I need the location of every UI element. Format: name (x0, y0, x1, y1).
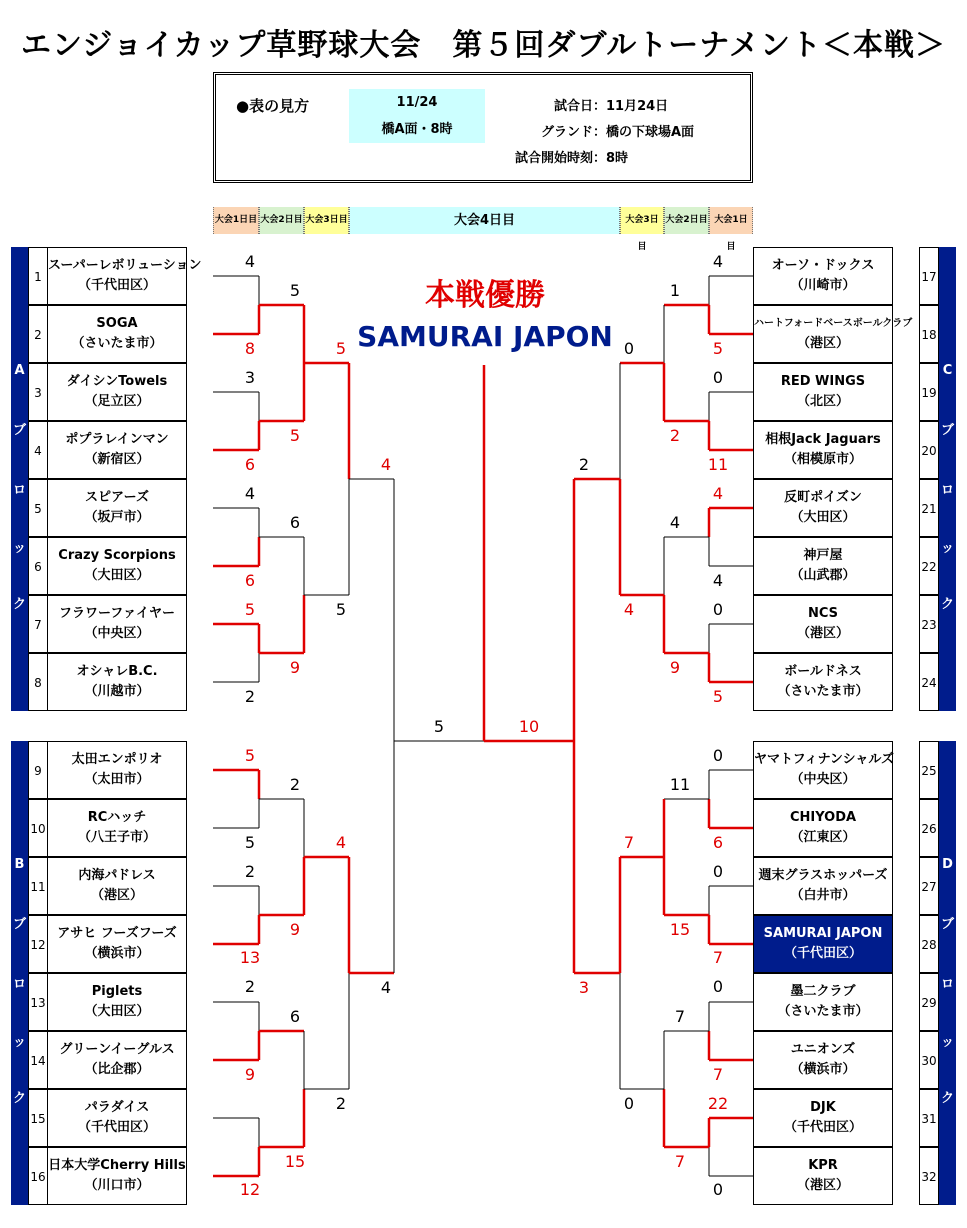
team-city: （坂戸市） (84, 510, 150, 525)
team-name: 日本大学Cherry Hills (48, 1158, 186, 1173)
score: 11 (669, 775, 691, 794)
score-winner: 9 (669, 658, 681, 677)
team-name: ヤマトフィナンシャルズ (754, 752, 894, 767)
team-name: フラワーファイヤー (58, 606, 176, 621)
score: 0 (623, 1094, 635, 1113)
score-winner: 10 (518, 717, 540, 736)
score: 4 (244, 252, 256, 271)
score: 0 (712, 862, 724, 881)
team-name: Piglets (91, 984, 143, 999)
team-number: 10 (28, 799, 48, 857)
team-name: NCS (807, 606, 839, 621)
score: 2 (244, 977, 256, 996)
team-city: （中央区） (84, 626, 150, 641)
day3-header-left: 大会3日目 (304, 207, 349, 234)
team-city: （大田区） (84, 1004, 150, 1019)
team-name: CHIYODA (789, 810, 857, 825)
team-number: 27 (919, 857, 939, 915)
team-name: Crazy Scorpions (58, 548, 176, 563)
score-winner: 5 (712, 339, 724, 358)
champion-box (340, 270, 630, 353)
team-number: 29 (919, 973, 939, 1031)
score: 2 (335, 1094, 347, 1113)
team-name: 内海パドレス (78, 868, 156, 883)
score: 5 (433, 717, 445, 736)
team-number: 17 (919, 247, 939, 305)
team-number: 14 (28, 1031, 48, 1089)
score: 2 (289, 775, 301, 794)
team-number: 25 (919, 741, 939, 799)
score: 7 (674, 1007, 686, 1026)
block-label-char: ッ (940, 541, 954, 556)
team-number: 9 (28, 741, 48, 799)
day3-header-right: 大会3日目 (620, 207, 664, 234)
team-city: （横浜市） (790, 1062, 856, 1077)
team-city: （川崎市） (790, 278, 856, 293)
block-label-char: ロ (12, 977, 26, 992)
score: 5 (244, 833, 256, 852)
team-number: 5 (28, 479, 48, 537)
team-city: （大田区） (84, 568, 150, 583)
team-number: 20 (919, 421, 939, 479)
team-name: スーパーレボリューション (48, 258, 202, 273)
team-name: 相根Jack Jaguars (765, 432, 881, 447)
score: 4 (712, 252, 724, 271)
score: 4 (380, 978, 392, 997)
team-name: オシャレB.C. (76, 664, 158, 679)
page-title: エンジョイカップ草野球大会 第５回ダブルトーナメント＜本戦＞ (20, 28, 947, 63)
team-number: 1 (28, 247, 48, 305)
score-winner: 15 (284, 1152, 306, 1171)
team-name: ハートフォードベースボールクラブ (754, 318, 913, 329)
team-city: （足立区） (84, 394, 150, 409)
block-label-char: ロ (940, 977, 954, 992)
team-name: 週末グラスホッパーズ (758, 868, 888, 883)
block-label-char: ブ (12, 917, 26, 932)
team-name: 太田エンポリオ (71, 752, 163, 767)
legend-heading: ●表の見方 (236, 97, 310, 115)
team-number: 15 (28, 1089, 48, 1147)
score-winner: 9 (244, 1065, 256, 1084)
team-city: （横浜市） (84, 946, 150, 961)
champion-heading: 本戦優勝 (425, 278, 545, 313)
team-number: 24 (919, 653, 939, 711)
block-label-char: ブ (940, 423, 954, 438)
team-city: （港区） (90, 888, 143, 903)
team-name: RCハッチ (87, 810, 147, 825)
block-label-char: B (14, 857, 25, 872)
score-winner: 22 (707, 1094, 729, 1113)
team-name: 反町ポイズン (784, 490, 862, 505)
score-winner: 8 (244, 339, 256, 358)
score-winner: 7 (712, 948, 724, 967)
team-city: （さいたま市） (777, 1004, 869, 1019)
team-name: KPR (808, 1158, 838, 1173)
score-winner: 4 (380, 455, 392, 474)
score: 4 (712, 571, 724, 590)
score-winner: 4 (623, 600, 635, 619)
team-name: 墨二クラブ (790, 984, 856, 999)
score-winner: 5 (244, 600, 256, 619)
score-winner: 6 (244, 455, 256, 474)
team-number: 11 (28, 857, 48, 915)
team-number: 19 (919, 363, 939, 421)
score: 2 (578, 455, 590, 474)
team-name: RED WINGS (780, 374, 866, 389)
team-number: 30 (919, 1031, 939, 1089)
team-city: （川越市） (84, 684, 150, 699)
team-name: ユニオンズ (790, 1042, 856, 1057)
team-name: ポプラレインマン (65, 432, 169, 447)
block-label-char: ッ (12, 541, 26, 556)
team-number: 31 (919, 1089, 939, 1147)
team-number: 18 (919, 305, 939, 363)
score: 1 (669, 281, 681, 300)
score-winner: 7 (712, 1065, 724, 1084)
team-number: 4 (28, 421, 48, 479)
team-city: （大田区） (790, 510, 856, 525)
score: 6 (289, 513, 301, 532)
score-winner: 6 (244, 571, 256, 590)
score-winner: 7 (623, 833, 635, 852)
legend-value: 橋の下球場A面 (606, 125, 695, 140)
score-winner: 2 (669, 426, 681, 445)
team-city: （千代田区） (77, 1120, 156, 1135)
score-winner: 9 (289, 920, 301, 939)
legend-example-field: 橋A面・8時 (381, 122, 453, 137)
team-name: SOGA (96, 316, 138, 331)
team-number: 28 (919, 915, 939, 973)
score: 2 (244, 862, 256, 881)
team-city: （八王子市） (77, 830, 156, 845)
score-winner: 15 (669, 920, 691, 939)
score-winner: 4 (335, 833, 347, 852)
score: 4 (669, 513, 681, 532)
team-number: 12 (28, 915, 48, 973)
legend-key: グランド： (540, 125, 606, 140)
team-city: （江東区） (790, 830, 856, 845)
score-winner: 4 (712, 484, 724, 503)
team-city: （相模原市） (783, 452, 862, 467)
team-name: ボールドネス (784, 664, 862, 679)
score-winner: 7 (674, 1152, 686, 1171)
score: 0 (712, 746, 724, 765)
score: 2 (244, 687, 256, 706)
champion-name: SAMURAI JAPON (357, 320, 613, 353)
team-city: （中央区） (790, 772, 856, 787)
score-winner: 5 (712, 687, 724, 706)
score: 4 (244, 484, 256, 503)
block-label-char: D (942, 857, 953, 872)
score-winner: 5 (244, 746, 256, 765)
legend-key: 試合開始時刻： (514, 151, 606, 166)
team-number: 23 (919, 595, 939, 653)
day1-header-right: 大会1日目 (709, 207, 753, 234)
legend-value: 11月24日 (606, 99, 669, 114)
team-number: 8 (28, 653, 48, 711)
score: 5 (289, 281, 301, 300)
team-city: （千代田区） (783, 946, 862, 961)
score: 6 (289, 1007, 301, 1026)
team-name: パラダイス (84, 1100, 150, 1115)
block-label-char: ロ (12, 483, 26, 498)
team-number: 32 (919, 1147, 939, 1205)
team-name: ダイシンTowels (66, 374, 168, 389)
score-winner: 6 (712, 833, 724, 852)
team-number: 13 (28, 973, 48, 1031)
block-label-char: ブ (940, 917, 954, 932)
team-name: オーソ・ドックス (771, 258, 875, 273)
block-label-char: ブ (12, 423, 26, 438)
team-city: （港区） (796, 626, 849, 641)
block-label-char: ッ (12, 1035, 26, 1050)
team-city: （千代田区） (783, 1120, 862, 1135)
team-city: （川口市） (84, 1178, 150, 1193)
block-label-char: ロ (940, 483, 954, 498)
team-number: 16 (28, 1147, 48, 1205)
legend-example-date: 11/24 (396, 95, 438, 110)
team-city: （さいたま市） (71, 336, 163, 351)
score-winner: 5 (335, 339, 347, 358)
team-city: （さいたま市） (777, 684, 869, 699)
team-number: 2 (28, 305, 48, 363)
team-city: （新宿区） (84, 452, 150, 467)
day2-header-right: 大会2日目 (664, 207, 709, 234)
block-label-char: ク (940, 1091, 954, 1106)
team-number: 21 (919, 479, 939, 537)
block-label-char: ッ (940, 1035, 954, 1050)
team-city: （北区） (796, 394, 849, 409)
team-city: （白井市） (790, 888, 856, 903)
team-name: 神戸屋 (803, 548, 843, 563)
score-winner: 9 (289, 658, 301, 677)
team-city: （太田市） (84, 772, 150, 787)
team-name: SAMURAI JAPON (763, 926, 883, 941)
team-number: 6 (28, 537, 48, 595)
score-winner: 5 (289, 426, 301, 445)
block-label-char: A (14, 363, 25, 378)
day4-header: 大会4日目 (349, 207, 620, 234)
score: 3 (244, 368, 256, 387)
team-number: 22 (919, 537, 939, 595)
team-number: 26 (919, 799, 939, 857)
team-city: （千代田区） (77, 278, 156, 293)
legend-value: 8時 (606, 151, 629, 166)
score: 0 (712, 368, 724, 387)
legend-key: 試合日： (553, 99, 606, 114)
score-winner: 12 (239, 1180, 261, 1199)
team-city: （山武郡） (790, 568, 856, 583)
team-number: 3 (28, 363, 48, 421)
team-name: アサヒ フーズフーズ (57, 926, 177, 941)
score: 0 (712, 977, 724, 996)
team-name: グリーンイーグルス (59, 1042, 175, 1057)
score: 5 (335, 600, 347, 619)
score: 0 (712, 600, 724, 619)
block-label-char: ク (12, 1091, 26, 1106)
block-label-char: ク (12, 597, 26, 612)
score-winner: 11 (707, 455, 729, 474)
score-winner: 13 (239, 948, 261, 967)
score: 0 (712, 1180, 724, 1199)
team-city: （港区） (796, 1178, 849, 1193)
day1-header-left: 大会1日目 (213, 207, 259, 234)
team-city: （比企郡） (84, 1062, 150, 1077)
score: 0 (623, 339, 635, 358)
block-label-char: ク (940, 597, 954, 612)
block-label-char: C (942, 363, 953, 378)
team-number: 7 (28, 595, 48, 653)
day2-header-left: 大会2日目 (259, 207, 304, 234)
team-name: DJK (810, 1100, 836, 1115)
team-city: （港区） (796, 336, 849, 351)
score-winner: 3 (578, 978, 590, 997)
team-name: スピアーズ (85, 490, 149, 505)
